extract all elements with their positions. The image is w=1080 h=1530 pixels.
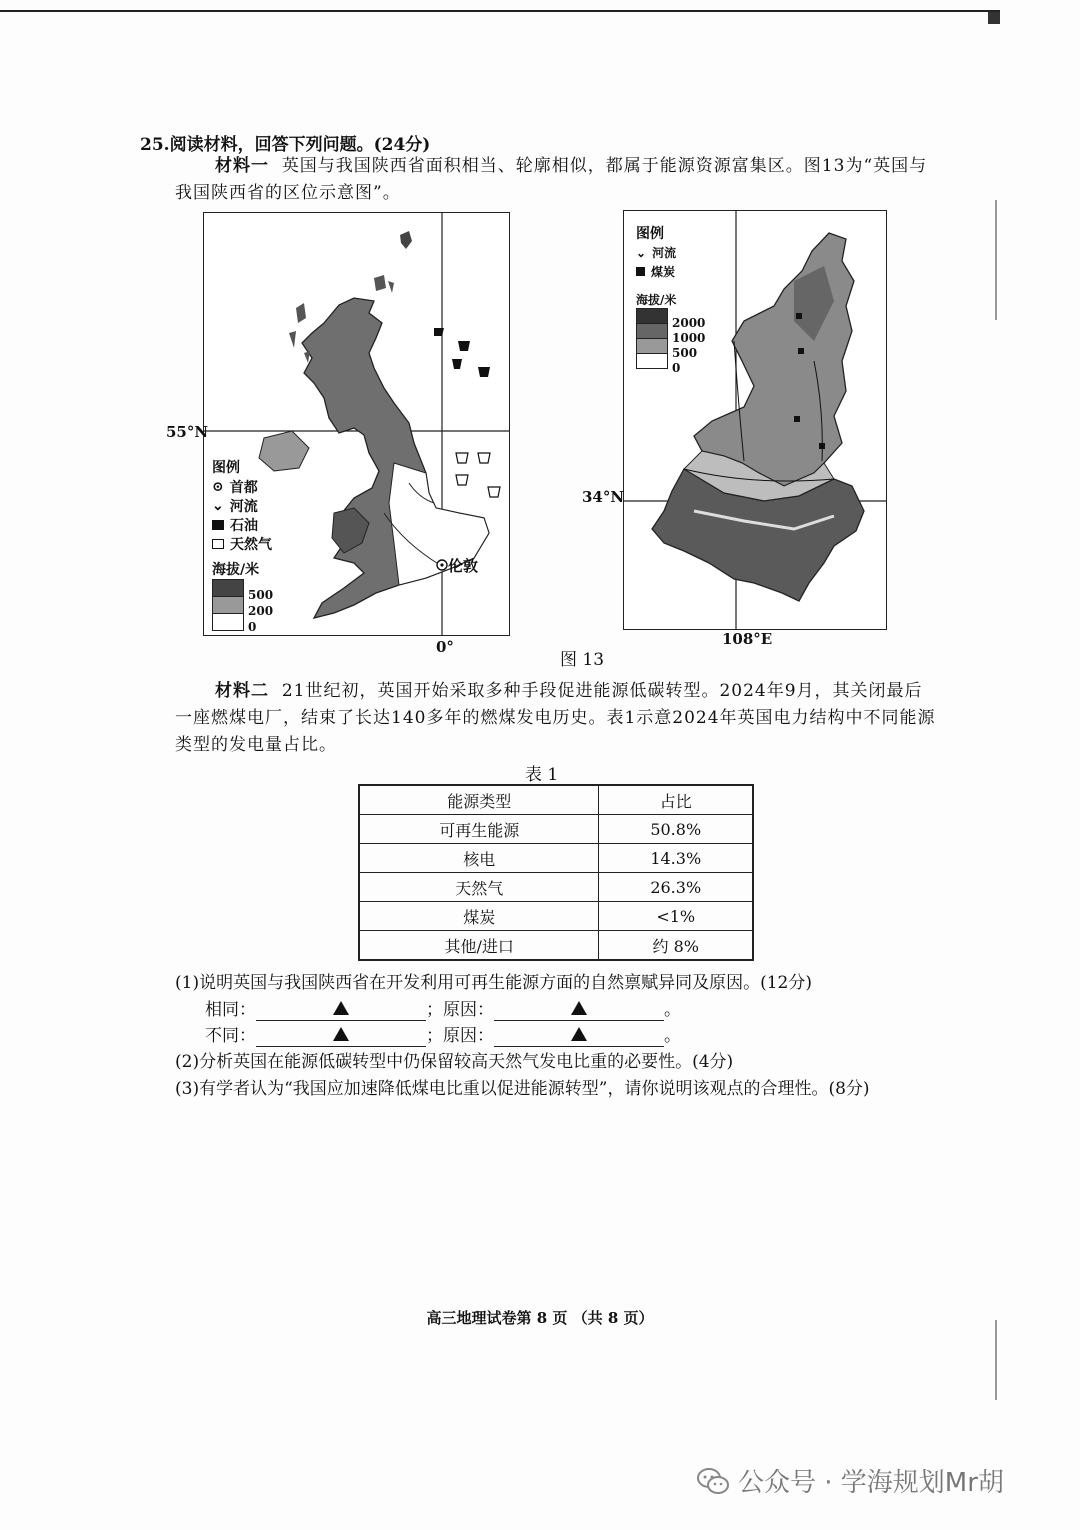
sub-question-1: (1)说明英国与我国陕西省在开发利用可再生能源方面的自然禀赋异同及原因。(12分) [175, 973, 812, 993]
elev-band-2 [636, 324, 668, 339]
shetland-islands [400, 231, 412, 249]
material-one-text: 英国与我国陕西省面积相当、轮廓相似，都属于能源资源富集区。图13为“英国与我国陕西省的区位示意图”。 [175, 156, 928, 203]
table-cell: 其他/进口 [359, 931, 599, 961]
answer-line-diff [205, 1021, 681, 1047]
triangle-icon [571, 1001, 587, 1015]
gas-field [456, 475, 468, 485]
capital-marker-center [440, 563, 443, 566]
table-cell: 煤炭 [359, 902, 599, 931]
gas-field [456, 453, 468, 463]
table-header-cell: 能源类型 [359, 785, 599, 815]
uk-lon-label: 0° [436, 638, 454, 656]
shaanxi-lat-label: 34°N [582, 488, 625, 506]
reason-label: ；原因： [426, 1000, 494, 1020]
material-two-text: 21世纪初，英国开始采取多种手段促进能源低碳转型。2024年9月，其关闭最后一座燃煤电厂，结束了长达140多年的燃煤发电历史。表1示意2024年英国电力结构中不同能源类型的发电量占比。 [175, 681, 936, 755]
figure-caption: 图 13 [560, 650, 605, 670]
uk-map-legend [212, 457, 273, 635]
same-label: 相同： [205, 1000, 256, 1020]
sub-question-2: (2)分析英国在能源低碳转型中仍保留较高天然气发电比重的必要性。(4分) [175, 1052, 734, 1072]
table-caption: 表 1 [525, 765, 559, 785]
wechat-icon [696, 1466, 730, 1496]
coal-icon [636, 267, 645, 276]
elev-band-1 [636, 308, 668, 324]
shaanxi-legend-river: ⌄ 河流 [636, 245, 677, 260]
table-row [359, 931, 753, 961]
capital-icon: ⊙ [212, 478, 224, 495]
table-cell: 可再生能源 [359, 815, 599, 844]
top-corner-mark [988, 12, 1000, 24]
coal-deposit [794, 416, 800, 422]
table-header-row [359, 785, 753, 815]
material-one-label: 材料一 [215, 156, 269, 176]
table-cell: 核电 [359, 844, 599, 873]
orkney-islands [374, 275, 394, 293]
uk-lat-label: 55°N [166, 423, 209, 441]
uk-legend-river: ⌄ 河流 [212, 497, 258, 515]
elev-band-4 [636, 354, 668, 369]
table-cell: <1% [599, 902, 753, 931]
gas-icon [212, 539, 224, 549]
uk-elev-title: 海拔/米 [212, 562, 260, 578]
table-cell: 天然气 [359, 873, 599, 902]
material-two-label: 材料二 [215, 681, 269, 701]
shaanxi-lon-label: 108°E [722, 630, 773, 648]
table-row [359, 815, 753, 844]
table-cell: 50.8% [599, 815, 753, 844]
material-two [175, 678, 940, 759]
elev-band-low [212, 614, 244, 631]
reason-label: ；原因： [426, 1026, 494, 1046]
table-row [359, 902, 753, 931]
watermark-text: 公众号 · 学海规划Mr胡 [738, 1468, 1004, 1498]
uk-legend-oil: 石油 [212, 515, 273, 534]
shaanxi-legend-title: 图例 [636, 226, 664, 242]
oil-field [478, 367, 490, 377]
watermark [696, 1462, 1004, 1499]
western-isles [289, 303, 310, 363]
river-icon: ⌄ [212, 497, 224, 514]
page-footer: 高三地理试卷第 8 页 （共 8 页） [426, 1309, 654, 1327]
diff-label: 不同： [205, 1026, 256, 1046]
triangle-icon [571, 1027, 587, 1041]
end-mark: 。 [664, 1000, 681, 1020]
elev-band-mid [212, 597, 244, 614]
river-icon: ⌄ [636, 245, 647, 260]
shaanxi-elev-scale: 2000 1000 500 0 [636, 308, 705, 376]
capital-label: 伦敦 [448, 557, 479, 575]
answer-blank[interactable] [494, 1000, 664, 1021]
uk-legend-capital: ⊙ 首都 [212, 478, 258, 496]
oil-icon [212, 520, 224, 530]
northern-shaanxi [694, 233, 854, 486]
shaanxi-legend-coal: 煤炭 [636, 262, 705, 281]
coal-deposit [798, 348, 804, 354]
oil-field [458, 341, 470, 351]
shaanxi-map [623, 210, 887, 630]
table-row [359, 844, 753, 873]
answer-blank[interactable] [256, 1000, 426, 1021]
top-border-line [0, 10, 1000, 12]
uk-map [203, 212, 510, 636]
table-cell: 约 8% [599, 931, 753, 961]
elev-band-high [212, 579, 244, 597]
material-one [175, 153, 940, 207]
scan-artifact [995, 1320, 997, 1400]
table-header-cell: 占比 [599, 785, 753, 815]
triangle-icon [333, 1027, 349, 1041]
gas-field [478, 453, 490, 463]
answer-blank[interactable] [256, 1026, 426, 1047]
elev-band-3 [636, 339, 668, 354]
end-mark: 。 [664, 1026, 681, 1046]
question-heading: 25.阅读材料，回答下列问题。(24分) [140, 135, 431, 155]
shaanxi-map-legend [636, 223, 705, 376]
uk-legend-gas: 天然气 [212, 534, 273, 553]
shaanxi-elev-title: 海拔/米 [636, 293, 677, 307]
energy-table [358, 784, 754, 961]
table-row [359, 873, 753, 902]
uk-legend-title: 图例 [212, 460, 240, 476]
answer-line-same [205, 995, 681, 1021]
answer-blank[interactable] [494, 1026, 664, 1047]
sub-question-3: (3)有学者认为“我国应加速降低煤电比重以促进能源转型”，请你说明该观点的合理性。(8分) [175, 1079, 870, 1099]
scan-artifact [995, 200, 997, 320]
coal-deposit [796, 313, 802, 319]
triangle-icon [333, 1001, 349, 1015]
oil-field [452, 359, 462, 369]
uk-elev-scale: 500 200 0 [212, 579, 273, 635]
gas-field [488, 487, 500, 497]
coal-deposit [819, 443, 825, 449]
table-cell: 14.3% [599, 844, 753, 873]
table-cell: 26.3% [599, 873, 753, 902]
